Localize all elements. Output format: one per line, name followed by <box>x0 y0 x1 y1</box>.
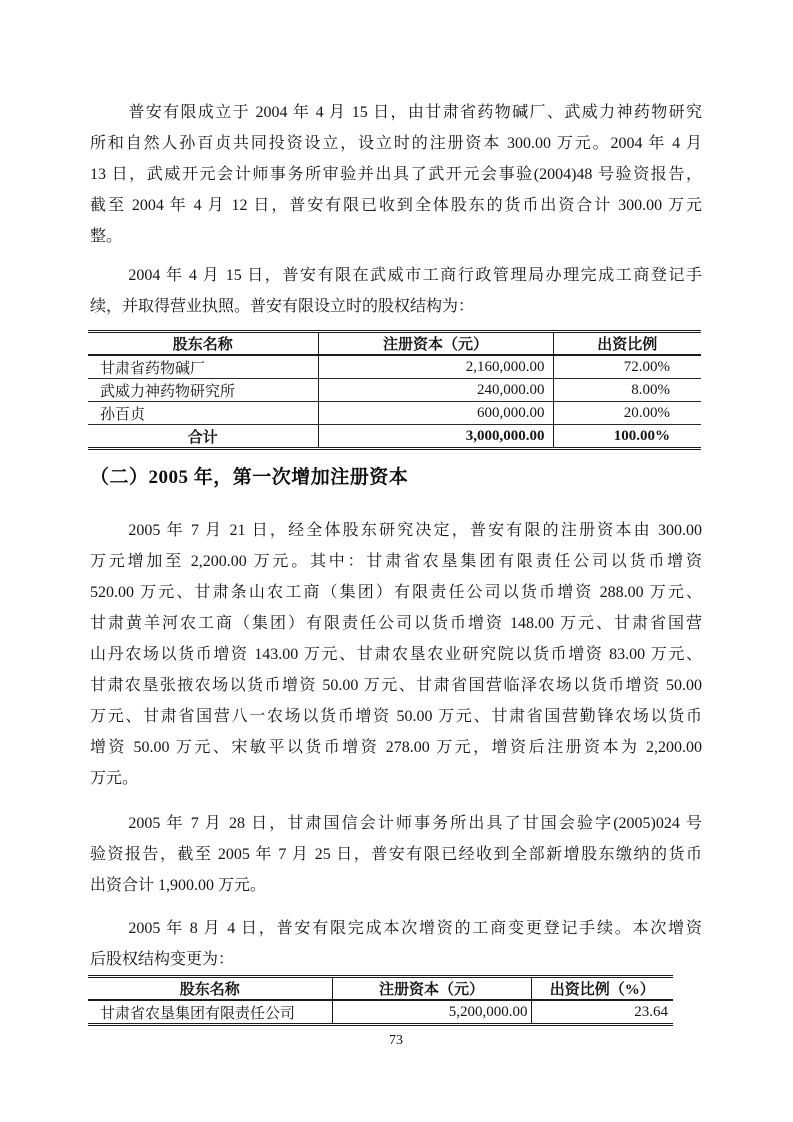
table-row <box>88 379 701 402</box>
text-line: 万元。 <box>90 770 139 787</box>
table-cell: 2,160,000.00 <box>318 355 553 379</box>
text-line: 2005 年 7 月 28 日，甘肃国信会计师事务所出具了甘国会验字(2005)024 号 <box>128 815 702 832</box>
text-line: 所和自然人孙百贞共同投资设立，设立时的注册资本 300.00 万元。2004 年 4 月 <box>90 135 702 152</box>
header-cell: 注册资本（元） <box>318 332 553 356</box>
table-total-row <box>88 425 701 449</box>
text-line: 520.00 万元、甘肃条山农工商（集团）有限责任公司以货币增资 288.00 万元、 <box>90 584 702 601</box>
table-cell: 武威力神药物研究所 <box>88 379 318 402</box>
text-line: 2004 年 4 月 15 日，普安有限在武威市工商行政管理局办理完成工商登记手 <box>128 267 702 284</box>
text-line: 普安有限成立于 2004 年 4 月 15 日，由甘肃省药物碱厂、武威力神药物研究 <box>128 104 702 121</box>
header-cell: 注册资本（元） <box>332 977 531 1001</box>
table-cell: 3,000,000.00 <box>318 425 553 449</box>
table-cell: 5,200,000.00 <box>332 1000 531 1025</box>
paragraph-capital-increase <box>90 515 702 794</box>
table-row <box>88 402 701 425</box>
text-line: 验资报告，截至 2005 年 7 月 25 日，普安有限已经收到全部新增股东缴纳的货币 <box>90 846 702 863</box>
table-cell: 72.00% <box>553 355 701 379</box>
text-line: 2005 年 7 月 21 日，经全体股东研究决定，普安有限的注册资本由 300.00 <box>128 522 702 539</box>
table-header-row <box>88 332 701 356</box>
table-cell: 8.00% <box>553 379 701 402</box>
header-cell: 股东名称 <box>88 332 318 356</box>
table-cell: 甘肃省药物碱厂 <box>88 355 318 379</box>
shareholding-table-founding <box>88 330 701 450</box>
shareholding-table-after-increase <box>88 975 673 1026</box>
table-row <box>88 355 701 379</box>
table-header-row <box>88 977 673 1001</box>
text-line: 后股权结构变更为： <box>90 951 235 968</box>
page-number: 73 <box>389 1033 403 1048</box>
text-line: 续，并取得营业执照。普安有限设立时的股权结构为： <box>90 298 475 315</box>
paragraph-registration <box>90 260 702 322</box>
text-line: 2005 年 8 月 4 日，普安有限完成本次增资的工商变更登记手续。本次增资 <box>128 920 702 937</box>
table-cell: 100.00% <box>553 425 701 449</box>
text-line: 出资合计 1,900.00 万元。 <box>90 877 267 894</box>
text-line: 万元增加至 2,200.00 万元。其中：甘肃省农垦集团有限责任公司以货币增资 <box>90 553 702 570</box>
text-line: 13 日，武威开元会计师事务所审验并出具了武开元会事验(2004)48 号验资报告， <box>90 166 702 183</box>
text-line: 整。 <box>90 228 123 245</box>
text-line: 山丹农场以货币增资 143.00 万元、甘肃农垦农业研究院以货币增资 83.00 万元、 <box>90 646 702 663</box>
text-line: 截至 2004 年 4 月 12 日，普安有限已收到全体股东的货币出资合计 300.00 万元 <box>90 197 702 214</box>
table-cell: 600,000.00 <box>318 402 553 425</box>
table-cell: 孙百贞 <box>88 402 318 425</box>
table-cell: 240,000.00 <box>318 379 553 402</box>
text-line: 万元、甘肃省国营八一农场以货币增资 50.00 万元、甘肃省国营勤锋农场以货币 <box>90 708 702 725</box>
table-row <box>88 1000 673 1025</box>
table-cell: 甘肃省农垦集团有限责任公司 <box>100 1005 296 1022</box>
text-line: 甘肃黄羊河农工商（集团）有限责任公司以货币增资 148.00 万元、甘肃省国营 <box>90 615 702 632</box>
header-cell: 出资比例 <box>553 332 701 356</box>
section-heading: （二）2005 年，第一次增加注册资本 <box>90 467 409 488</box>
header-cell: 出资比例（%） <box>531 977 673 1001</box>
table-cell: 23.64 <box>531 1000 673 1025</box>
paragraph-establishment <box>90 97 702 252</box>
paragraph-capital-verification <box>90 808 702 901</box>
text-line: 甘肃农垦张掖农场以货币增资 50.00 万元、甘肃省国营临泽农场以货币增资 50.00 <box>90 677 702 694</box>
paragraph-change-registration <box>90 913 702 975</box>
text-line: 增资 50.00 万元、宋敏平以货币增资 278.00 万元，增资后注册资本为 2,200.00 <box>90 739 702 756</box>
header-cell: 股东名称 <box>88 977 332 1001</box>
table-cell: 20.00% <box>553 402 701 425</box>
table-cell: 合计 <box>187 429 218 446</box>
